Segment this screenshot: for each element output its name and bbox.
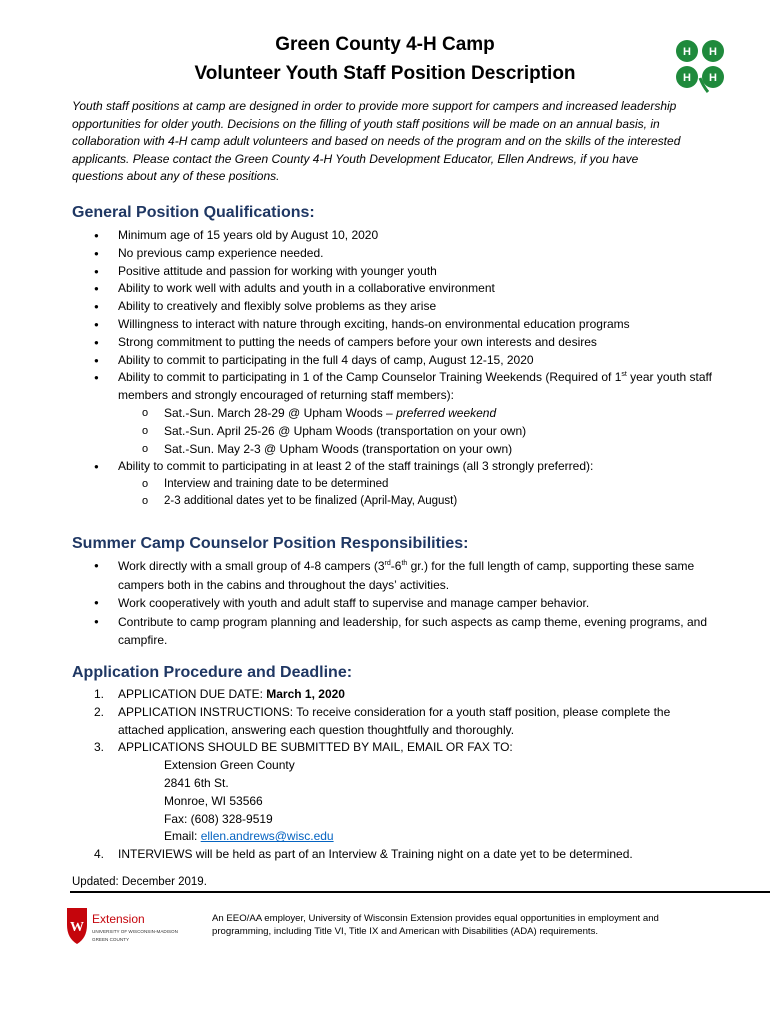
weekend-1-preferred: preferred weekend — [396, 405, 497, 420]
step-number: 3. — [94, 740, 105, 755]
training-text-post: year youth staff members and strongly encouraged of returning staff members): — [118, 370, 712, 403]
logo-extension-text: Extension — [92, 912, 145, 926]
sub-list-item: o Sat.-Sun. May 2-3 @ Upham Woods (transportation on your own) — [118, 441, 712, 459]
qualifications-heading: General Position Qualifications: — [72, 204, 315, 221]
logo-county-text: GREEN COUNTY — [92, 937, 130, 942]
title-line-1: Green County 4-H Camp — [275, 34, 495, 55]
training-weekends-list — [118, 405, 712, 458]
resp-1-pre: Work directly with a small group of 4-8 campers (3 — [118, 559, 385, 573]
resp-1-post: gr.) for the full length of camp, supporting these same campers both in the cabins and throughout the days’ activities. — [118, 559, 695, 592]
resp-1-sup-rd: rd — [384, 560, 391, 567]
list-item-training-weekends — [72, 369, 712, 458]
list-item: ● Ability to commit to participating in the full 4 days of camp, August 12-15, 2020 — [72, 352, 712, 370]
eeo-statement: An EEO/AA employer, University of Wisconsin Extension provides equal opportunities in employment and programming, including Title VI, Title IX and American with Disabilities (ADA) requirements. — [212, 913, 659, 937]
submission-text: APPLICATIONS SHOULD BE SUBMITTED BY MAIL, EMAIL OR FAX TO: — [118, 740, 513, 755]
list-item: ● Strong commitment to putting the needs of campers before your own interests and desires — [72, 334, 712, 352]
address-line: Extension Green County — [164, 758, 295, 773]
list-item — [72, 846, 712, 864]
list-item: ● Contribute to camp program planning and leadership, for such aspects as camp theme, evening programs, and campfire. — [72, 613, 712, 650]
resp-1-sup-th: th — [401, 560, 408, 567]
email-label: Email: — [164, 829, 201, 844]
interviews-text: INTERVIEWS will be held as part of an Interview & Training night on a date yet to be determined. — [118, 847, 633, 862]
resp-1-mid: -6 — [390, 559, 402, 573]
intro-paragraph: Youth staff positions at camp are designed in order to provide more support for campers and increased leadership opportunities for older youth. Decisions on the filling of youth staff positions will be made on an annual basis, in collaboration with 4-H camp adult volunteers and based on needs of the program and on the skills of the interested applicants. Please contact the Green County 4-H Youth Development Educator, Ellen Andrews, if you have questions about any of these positions. — [72, 99, 681, 184]
step-number: 2. — [94, 704, 105, 719]
staff-trainings-text: Ability to commit to participating in at least 2 of the staff trainings (all 3 strongly preferred): — [118, 459, 594, 474]
sub-list-item: o Sat.-Sun. April 25-26 @ Upham Woods (transportation on your own) — [118, 423, 712, 441]
email-line — [164, 828, 712, 846]
qualifications-list — [72, 227, 712, 509]
fax-number: Fax: (608) 328-9519 — [164, 811, 273, 826]
list-item: ● Work cooperatively with youth and adult staff to supervise and manage camper behavior. — [72, 594, 712, 613]
list-item: ● Willingness to interact with nature through exciting, hands-on environmental education programs — [72, 316, 712, 334]
responsibilities-heading: Summer Camp Counselor Position Responsibilities: — [72, 535, 469, 552]
list-item: ● Ability to work well with adults and youth in a collaborative environment — [72, 280, 712, 298]
address-line: 2841 6th St. — [164, 775, 229, 790]
due-date-label: APPLICATION DUE DATE: — [118, 687, 267, 701]
sub-list-item: o 2-3 additional dates yet to be finalized (April-May, August) — [118, 493, 712, 510]
list-item: ● Ability to creatively and flexibly solve problems as they arise — [72, 298, 712, 316]
responsibilities-list — [72, 557, 712, 650]
uw-extension-logo — [64, 905, 204, 947]
title-line-2: Volunteer Youth Staff Position Description — [194, 63, 576, 84]
page-title — [150, 30, 620, 88]
four-h-clover-icon — [670, 34, 730, 94]
mailing-address — [118, 757, 712, 846]
svg-text:H: H — [683, 72, 691, 84]
footer-divider — [70, 891, 770, 893]
application-heading: Application Procedure and Deadline: — [72, 664, 353, 681]
instructions-text: APPLICATION INSTRUCTIONS: To receive consideration for a youth staff position, please complete the attached application, answering each question thoughtfully and thoroughly. — [118, 704, 671, 737]
training-text-pre: Ability to commit to participating in 1 of the Camp Counselor Training Weekends (Required of 1 — [118, 370, 622, 385]
svg-text:H: H — [709, 72, 717, 84]
address-line: Monroe, WI 53566 — [164, 793, 263, 808]
step-number: 4. — [94, 847, 105, 862]
svg-text:H: H — [709, 46, 717, 58]
list-item: ● No previous camp experience needed. — [72, 245, 712, 263]
sub-list-item — [118, 405, 712, 423]
email-link[interactable]: ellen.andrews@wisc.edu — [200, 829, 334, 844]
crest-letter: W — [70, 920, 84, 935]
list-item-staff-trainings — [72, 458, 712, 509]
list-item — [72, 739, 712, 846]
svg-text:H: H — [683, 46, 691, 58]
staff-trainings-list — [118, 476, 712, 509]
weekend-1-text: Sat.-Sun. March 28-29 @ Upham Woods – — [164, 405, 397, 420]
logo-university-text: UNIVERSITY OF WISCONSIN-MADISON — [92, 929, 178, 934]
application-steps-list — [72, 686, 712, 864]
list-item — [72, 557, 712, 594]
list-item: ● Positive attitude and passion for working with younger youth — [72, 263, 712, 281]
list-item — [72, 686, 712, 704]
training-text-sup: st — [621, 371, 627, 379]
list-item — [72, 704, 712, 740]
sub-list-item: o Interview and training date to be determined — [118, 476, 712, 493]
due-date-value: March 1, 2020 — [266, 687, 345, 701]
step-number: 1. — [94, 687, 105, 701]
list-item: ● Minimum age of 15 years old by August 10, 2020 — [72, 227, 712, 245]
updated-date: Updated: December 2019. — [72, 876, 207, 888]
